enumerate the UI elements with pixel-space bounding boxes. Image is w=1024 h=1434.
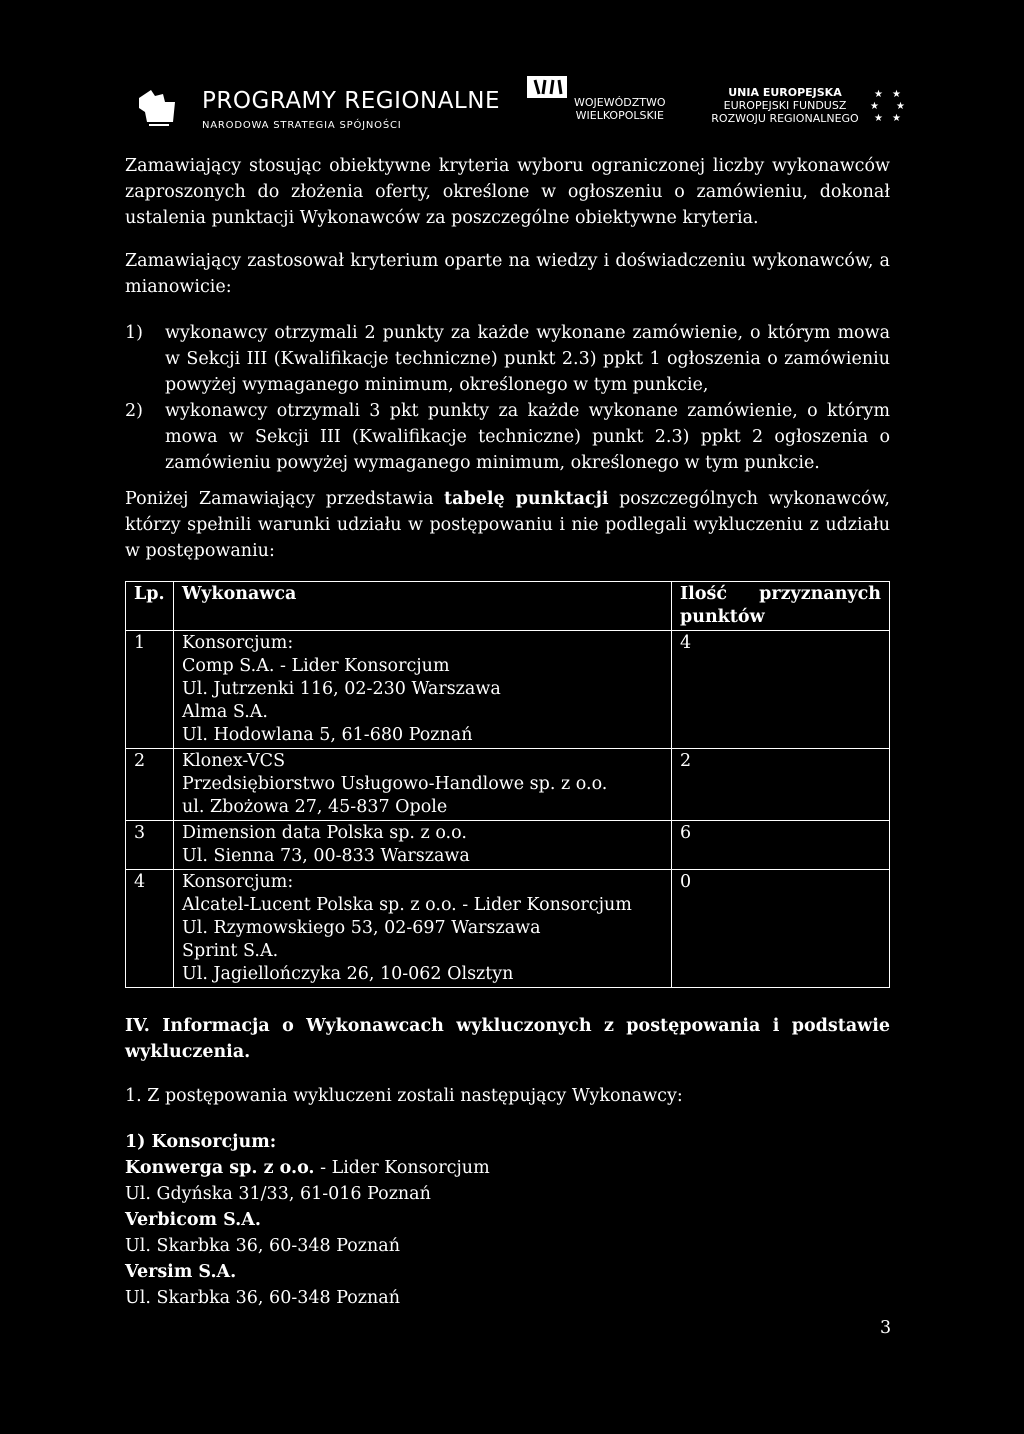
contractor-line: Comp S.A. - Lider Konsorcjum <box>182 656 450 676</box>
criteria-text: wykonawcy otrzymali 3 pkt punkty za każde wykonane zamówienie, o którym mowa w Sekcji III (Kwalifikacje techniczne) punkt 2.3) ppkt 2 ogłoszenia o zamówieniu powyżej wymaganego minimum, określonego w tym punkcie. <box>165 401 890 473</box>
header-points: Ilość przyznanych punktów <box>672 582 890 631</box>
table-row <box>126 749 890 821</box>
member-role: - Lider Konsorcjum <box>314 1158 490 1178</box>
row-points: 4 <box>672 631 890 749</box>
svg-text:★: ★ <box>892 113 901 124</box>
eu-line2: EUROPEJSKI FUNDUSZ <box>723 99 847 112</box>
logo-subtitle: NARODOWA STRATEGIA SPÓJNOŚCI <box>202 120 402 131</box>
contractor-line: Ul. Hodowlana 5, 61-680 Poznań <box>182 725 473 745</box>
criteria-item <box>125 320 890 398</box>
intro-paragraph-1: Zamawiający stosując obiektywne kryteria wyboru ograniczonej liczby wykonawców zaproszonych do złożenia oferty, określone w ogłoszeniu o zamówieniu, dokonał ustalenia punktacji Wykonawców za poszczególne obiektywne kryteria. <box>125 156 890 228</box>
svg-text:★: ★ <box>870 101 879 112</box>
row-contractor <box>174 870 672 988</box>
scoring-table <box>125 581 890 988</box>
region-emblem-icon <box>525 74 569 100</box>
criteria-item <box>125 398 890 476</box>
contractor-line: Przedsiębiorstwo Usługowo-Handlowe sp. z o.o. <box>182 774 608 794</box>
row-lp: 1 <box>126 631 174 749</box>
excluded-members <box>125 1155 890 1311</box>
row-points: 2 <box>672 749 890 821</box>
criteria-text: wykonawcy otrzymali 2 punkty za każde wykonane zamówienie, o którym mowa w Sekcji III (Kwalifikacje techniczne) punkt 2.3) ppkt 1 ogłoszenia o zamówieniu powyżej wymaganego minimum, określonego w tym punkcie, <box>165 323 890 395</box>
contractor-line: Alma S.A. <box>182 702 268 722</box>
table-header-row <box>126 582 890 631</box>
contractor-line: Sprint S.A. <box>182 941 279 961</box>
table-row <box>126 631 890 749</box>
contractor-line: Ul. Sienna 73, 00-833 Warszawa <box>182 846 470 866</box>
intro-paragraph-2: Zamawiający zastosował kryterium oparte na wiedzy i doświadczeniu wykonawców, a mianowicie: <box>125 251 890 297</box>
contractor-line: Dimension data Polska sp. z o.o. <box>182 823 467 843</box>
header-contractor: Wykonawca <box>174 582 672 631</box>
section-iv-heading: IV. Informacja o Wykonawcach wykluczonych z postępowania i podstawie wykluczenia. <box>125 1016 890 1062</box>
eu-line3: ROZWOJU REGIONALNEGO <box>711 112 859 125</box>
row-lp: 4 <box>126 870 174 988</box>
row-points: 0 <box>672 870 890 988</box>
row-contractor <box>174 821 672 870</box>
table-row <box>126 870 890 988</box>
header-lp: Lp. <box>126 582 174 631</box>
contractor-line: Konsorcjum: <box>182 633 294 653</box>
logo-title: PROGRAMY REGIONALNE <box>202 88 500 114</box>
member-name: Verbicom S.A. <box>125 1210 261 1230</box>
contractor-line: Alcatel-Lucent Polska sp. z o.o. - Lider Konsorcjum <box>182 895 632 915</box>
excluded-member <box>125 1155 890 1181</box>
contractor-line: ul. Zbożowa 27, 45-837 Opole <box>182 797 448 817</box>
member-address: Ul. Skarbka 36, 60-348 Poznań <box>125 1288 401 1308</box>
svg-text:★: ★ <box>892 89 901 100</box>
contractor-line: Klonex-VCS <box>182 751 286 771</box>
criteria-list <box>125 320 890 476</box>
contractor-line: Ul. Jagiellończyka 26, 10-062 Olsztyn <box>182 964 514 984</box>
page-number: 3 <box>880 1318 892 1338</box>
svg-text:★: ★ <box>874 89 883 100</box>
region-line1: WOJEWÓDZTWO <box>574 96 666 109</box>
svg-text:★: ★ <box>874 113 883 124</box>
contractor-line: Konsorcjum: <box>182 872 294 892</box>
table-intro-bold: tabelę punktacji <box>444 489 609 509</box>
row-lp: 2 <box>126 749 174 821</box>
excluded-group-title: 1) Konsorcjum: <box>125 1132 277 1152</box>
table-row <box>126 821 890 870</box>
criteria-number: 1) <box>125 323 143 343</box>
table-intro-paragraph <box>125 486 890 564</box>
table-intro-before: Poniżej Zamawiający przedstawia <box>125 489 445 509</box>
criteria-number: 2) <box>125 401 143 421</box>
excluded-member <box>125 1207 890 1233</box>
row-lp: 3 <box>126 821 174 870</box>
contractor-line: Ul. Rzymowskiego 53, 02-697 Warszawa <box>182 918 541 938</box>
member-address: Ul. Gdyńska 31/33, 61-016 Poznań <box>125 1184 431 1204</box>
row-contractor <box>174 631 672 749</box>
member-name: Versim S.A. <box>125 1262 237 1282</box>
region-name <box>574 96 666 122</box>
section-iv-item-1: 1. Z postępowania wykluczeni zostali następujący Wykonawcy: <box>125 1086 683 1106</box>
member-name: Konwerga sp. z o.o. <box>125 1158 315 1178</box>
row-contractor <box>174 749 672 821</box>
page-header <box>0 70 1024 130</box>
excluded-member <box>125 1259 890 1285</box>
table-intro-after: poszczególnych wykonawców, którzy spełnili warunki udziału w postępowaniu i nie podlegali wykluczeniu z udziału w postępowaniu: <box>125 489 890 561</box>
programy-regionalne-logo-icon <box>137 84 177 128</box>
table-body <box>126 631 890 988</box>
contractor-line: Ul. Jutrzenki 116, 02-230 Warszawa <box>182 679 501 699</box>
eu-fund-label <box>703 86 867 125</box>
member-address: Ul. Skarbka 36, 60-348 Poznań <box>125 1236 401 1256</box>
svg-text:★: ★ <box>896 101 905 112</box>
eu-line1: UNIA EUROPEJSKA <box>728 86 842 99</box>
row-points: 6 <box>672 821 890 870</box>
region-line2: WIELKOPOLSKIE <box>575 109 664 122</box>
eu-stars-icon <box>868 88 905 124</box>
